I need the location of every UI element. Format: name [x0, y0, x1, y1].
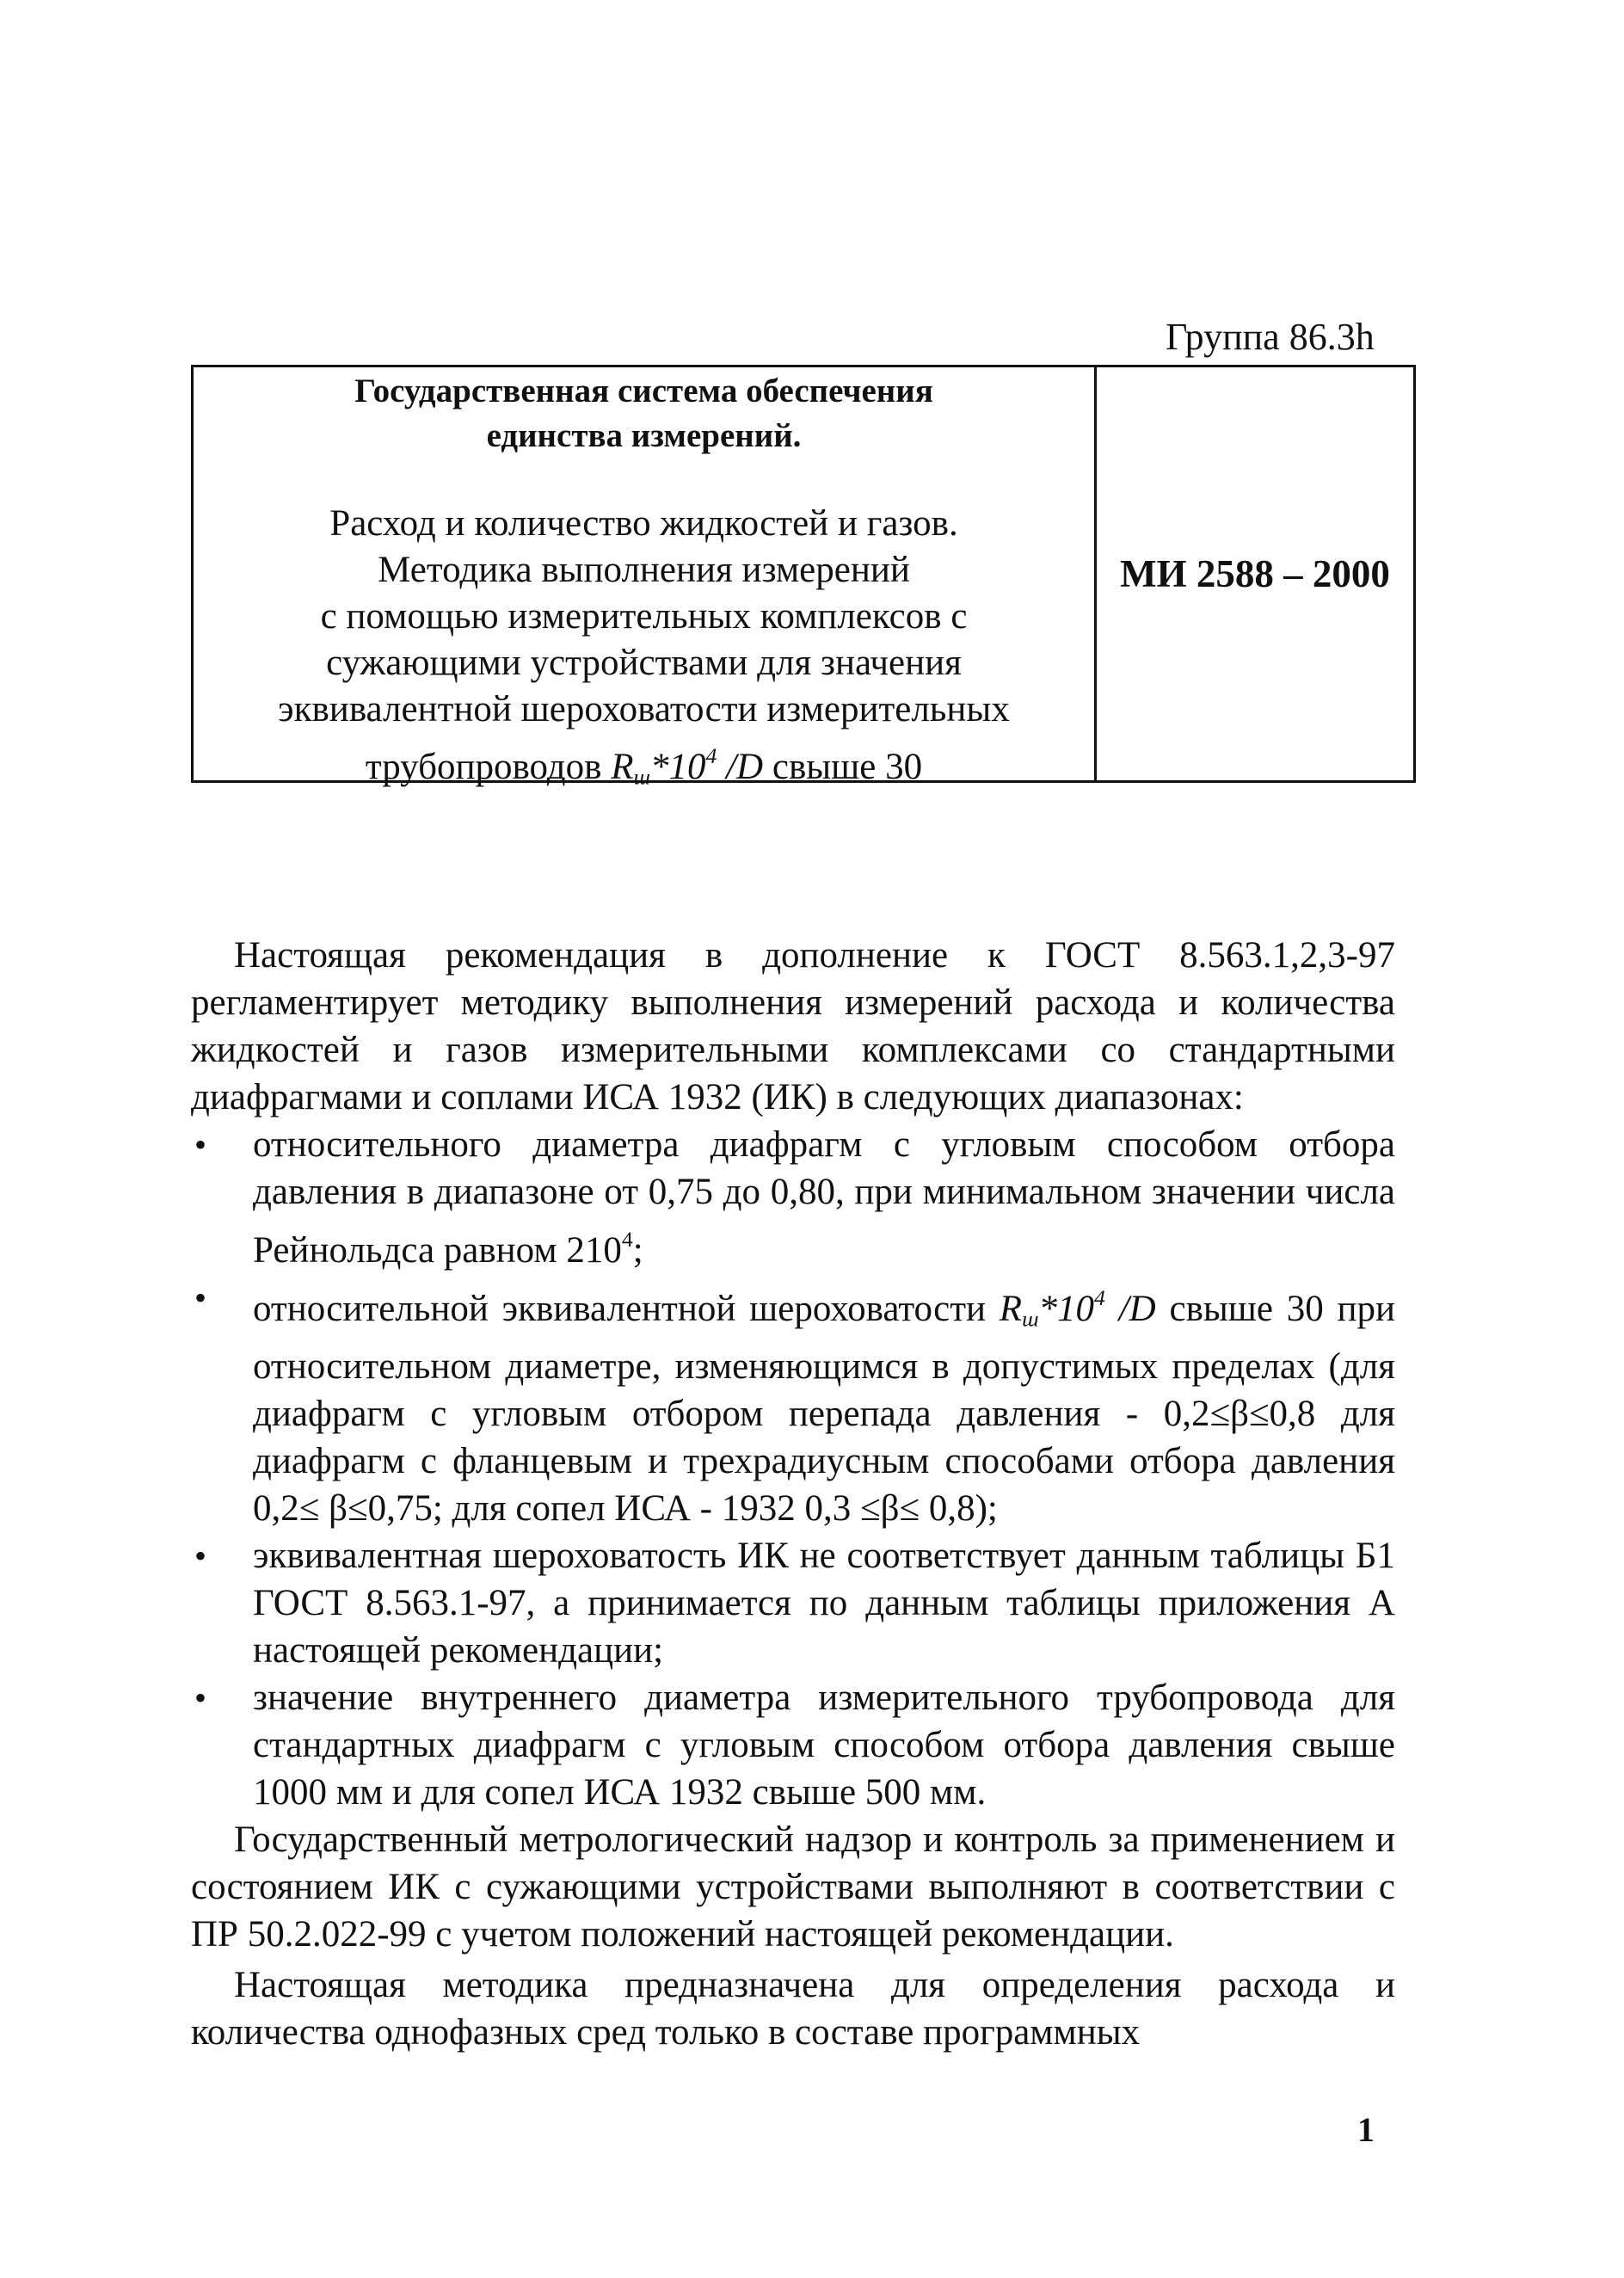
body-text [191, 932, 1395, 2056]
roughness-formula [611, 743, 764, 790]
title-last-prefix: трубопроводов [365, 747, 612, 788]
formula-end: /D [717, 747, 764, 788]
title-gap [194, 459, 1094, 501]
formula-mid: *10 [1038, 1289, 1095, 1330]
group-label: Группа 86.3h [1166, 316, 1375, 358]
list-item [191, 1121, 1395, 1274]
formula-superscript: 4 [705, 743, 717, 768]
formula-r: R [611, 747, 634, 788]
formula-subscript: ш [1022, 1306, 1039, 1332]
title-line-6 [194, 733, 1094, 800]
title-line-1: Расход и количество жидкостей и газов. [329, 503, 958, 544]
formula-subscript: ш [633, 764, 650, 790]
formula-end: /D [1104, 1289, 1156, 1330]
purpose-paragraph: Настоящая методика предназначена для определения расхода и количества однофазных сред только в составе программных [191, 1964, 1395, 2053]
formula-r: R [999, 1289, 1023, 1330]
list-item-end: ; [632, 1230, 643, 1271]
bullet-icon: • [194, 1678, 207, 1717]
list-item-text: свыше 30 при относительном диаметре, изменяющимся в допустимых пределах (для диафрагм с угловым отбором перепада давления - 0,2≤β≤0,8 для диафрагм с фланцевым и трехрадиусным способами отбора давления 0,2≤ β≤0,75; для сопел ИСА - 1932 0,3 ≤β≤ 0,8); [253, 1289, 1396, 1529]
list-item [191, 1274, 1395, 1531]
header-table [191, 365, 1416, 790]
bullet-icon: • [194, 1278, 207, 1318]
title-line-3: с помощью измерительных комплексов с [320, 596, 968, 637]
list-item-prefix: относительной эквивалентной шероховатости [253, 1289, 1000, 1330]
org-name-line-2: единства измерений. [486, 417, 802, 454]
range-list [191, 1121, 1395, 1816]
bullet-icon: • [194, 1125, 207, 1164]
code-cell [1097, 367, 1413, 780]
formula-mid: *10 [649, 747, 706, 788]
list-item [191, 1532, 1395, 1674]
roughness-formula [999, 1285, 1156, 1332]
title-last-suffix: свыше 30 [763, 747, 923, 788]
title-cell [194, 367, 1097, 790]
title-line-5: эквивалентной шероховатости измерительных [278, 689, 1010, 730]
list-item-text: эквивалентная шероховатость ИК не соответствует данным таблицы Б1 ГОСТ 8.563.1-97, а принимается по данным таблицы приложения А настоящей рекомендации; [253, 1535, 1395, 1671]
org-name-line-1: Государственная система обеспечения [354, 372, 933, 409]
title-line-2: Методика выполнения измерений [378, 550, 910, 590]
list-item-text: относительного диаметра диафрагм с угловым способом отбора давления в диапазоне от 0,75 до 0,80, при минимальном значении числа Рейнольдса равном 210 [253, 1124, 1395, 1271]
bullet-icon: • [194, 1536, 207, 1575]
page-number: 1 [1357, 2110, 1375, 2149]
list-item [191, 1674, 1395, 1816]
list-item-superscript: 4 [621, 1227, 633, 1252]
intro-paragraph: Настоящая рекомендация в дополнение к ГОСТ 8.563.1,2,3-97 регламентирует методику выполнения измерений расхода и количества жидкостей и газов измерительными комплексами со стандартными диафрагмами и соплами ИСА 1932 (ИК) в следующих диапазонах: [191, 935, 1395, 1117]
supervision-paragraph: Государственный метрологический надзор и контроль за применением и состоянием ИК с сужающими устройствами выполняют в соответствии с ПР 50.2.022-99 с учетом положений настоящей рекомендации. [191, 1819, 1395, 1955]
title-line-4: сужающими устройствами для значения [326, 643, 962, 683]
formula-superscript: 4 [1094, 1285, 1105, 1311]
document-code: МИ 2588 – 2000 [1120, 552, 1390, 595]
list-item-text: значение внутреннего диаметра измерительного трубопровода для стандартных диафрагм с угловым способом отбора давления свыше 1000 мм и для сопел ИСА 1932 свыше 500 мм. [253, 1677, 1395, 1813]
